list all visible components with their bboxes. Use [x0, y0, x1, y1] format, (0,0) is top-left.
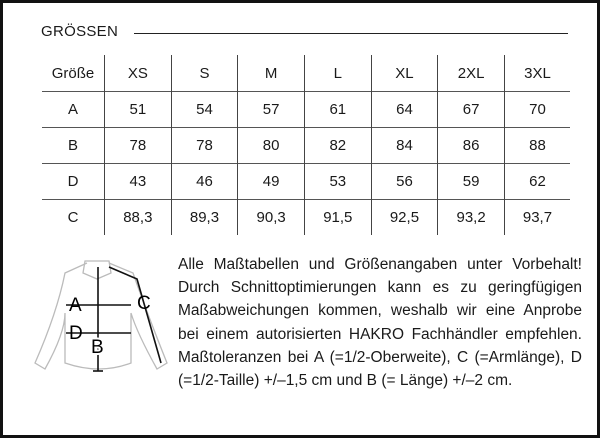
table-cell: 86: [438, 128, 505, 164]
table-row: [42, 92, 570, 128]
size-table: [42, 55, 570, 235]
table-cell: 46: [171, 164, 238, 200]
table-row: [42, 164, 570, 200]
label-b: B: [91, 337, 104, 358]
label-d: D: [69, 323, 83, 344]
title-divider: [134, 33, 568, 34]
table-cell: 53: [304, 164, 371, 200]
table-cell: 80: [238, 128, 305, 164]
table-cell: 70: [504, 92, 570, 128]
table-cell: 64: [371, 92, 438, 128]
row-label: D: [42, 164, 105, 200]
table-cell: 61: [304, 92, 371, 128]
column-header: 3XL: [504, 55, 570, 92]
table-cell: 88,3: [105, 200, 172, 236]
column-header: M: [238, 55, 305, 92]
column-header: XL: [371, 55, 438, 92]
table-cell: 93,2: [438, 200, 505, 236]
table-cell: 59: [438, 164, 505, 200]
column-header: XS: [105, 55, 172, 92]
column-header: 2XL: [438, 55, 505, 92]
table-row: [42, 200, 570, 236]
table-header-row: [42, 55, 570, 92]
shirt-measurement-diagram: [25, 253, 175, 393]
row-label: B: [42, 128, 105, 164]
section-title: GRÖSSEN: [41, 23, 119, 40]
table-cell: 56: [371, 164, 438, 200]
table-cell: 62: [504, 164, 570, 200]
table-cell: 91,5: [304, 200, 371, 236]
table-cell: 93,7: [504, 200, 570, 236]
label-c: C: [137, 293, 151, 314]
column-header: S: [171, 55, 238, 92]
column-header: Größe: [51, 64, 95, 82]
table-cell: 49: [238, 164, 305, 200]
table-cell: 89,3: [171, 200, 238, 236]
table-cell: 88: [504, 128, 570, 164]
table-cell: 43: [105, 164, 172, 200]
table-cell: 82: [304, 128, 371, 164]
table-cell: 57: [238, 92, 305, 128]
row-label: C: [42, 200, 105, 236]
table-cell: 78: [171, 128, 238, 164]
label-a: A: [69, 295, 82, 316]
table-cell: 67: [438, 92, 505, 128]
row-label: A: [42, 92, 105, 128]
table-cell: 90,3: [238, 200, 305, 236]
column-header: L: [304, 55, 371, 92]
table-row: [42, 128, 570, 164]
disclaimer-text: Alle Maßtabellen und Größenangaben unter Vorbehalt! Durch Schnittoptimierungen kann es zu geringfügigen Maßabweichungen kommen, weshalb wir eine Anprobe bei einem autorisierten HAKRO Fachhändler empfehlen. Maßtoleranzen bei A (=1/2-Oberweite), C (=Armlänge), D (=1/2-Taille) +/–1,5 cm und B (= Länge) +/–2 cm.: [178, 256, 582, 390]
table-cell: 78: [105, 128, 172, 164]
table-cell: 84: [371, 128, 438, 164]
table-cell: 51: [105, 92, 172, 128]
table-cell: 92,5: [371, 200, 438, 236]
table-cell: 54: [171, 92, 238, 128]
